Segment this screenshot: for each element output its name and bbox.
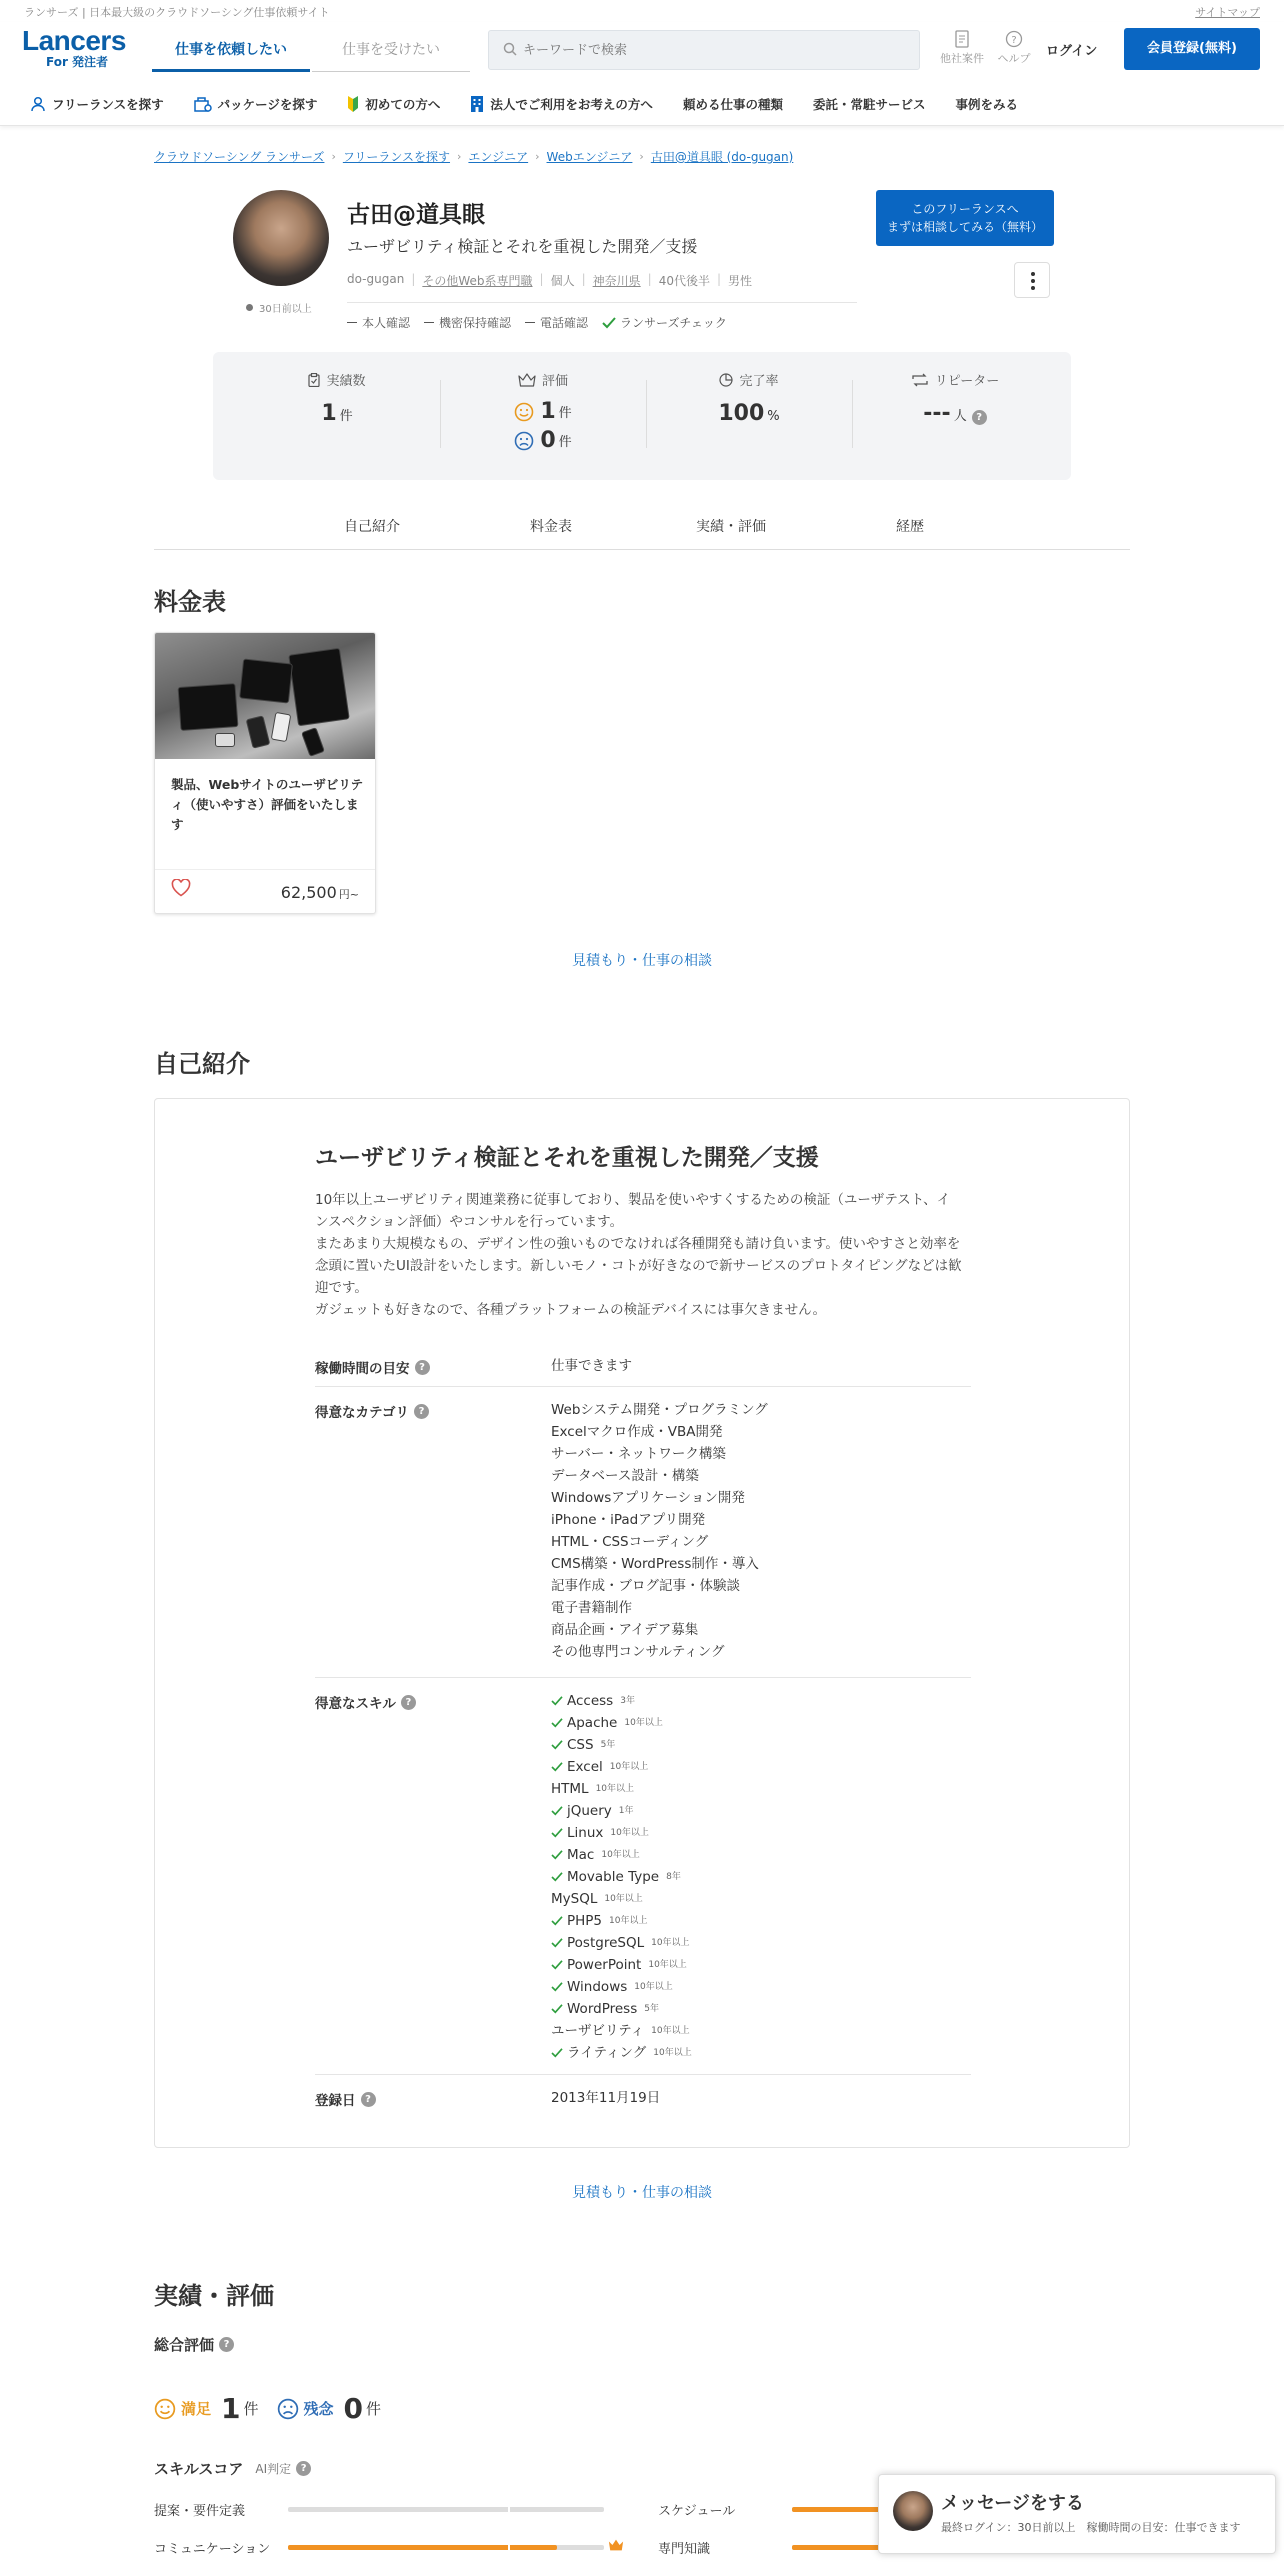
skill-name: ユーザビリティ xyxy=(551,2023,645,2039)
status-dot-icon xyxy=(246,304,253,311)
skill-name: Access xyxy=(567,1693,614,1709)
skill-item xyxy=(551,1932,692,1954)
skill-item xyxy=(551,1712,692,1734)
list-item[interactable]: その他専門コンサルティング xyxy=(551,1644,725,1660)
overall-rating-label: 総合評価 ? xyxy=(154,2334,234,2355)
message-subtext: 最終ログイン：30日前以上 稼働時間の目安：仕事できます xyxy=(941,2521,1241,2534)
age: 40代後半 xyxy=(658,274,710,288)
checkmark-icon xyxy=(602,317,616,329)
list-item[interactable]: Webシステム開発・プログラミング xyxy=(551,1402,768,1418)
search-box[interactable] xyxy=(488,30,920,70)
registered-date: 2013年11月19日 xyxy=(551,2090,661,2106)
global-nav xyxy=(30,88,1048,120)
list-item[interactable]: 電子書籍制作 xyxy=(551,1600,632,1616)
breadcrumb xyxy=(154,148,793,165)
chevron-right-icon: › xyxy=(535,150,540,163)
checkmark-icon xyxy=(551,1828,563,1838)
help-icon[interactable]: ? xyxy=(361,2092,376,2107)
package-image xyxy=(155,633,376,759)
breadcrumb-item[interactable]: Webエンジニア xyxy=(546,150,633,164)
skill-years: 10年以上 xyxy=(634,1982,673,1992)
help-icon[interactable]: ? xyxy=(219,2337,234,2352)
chevron-right-icon: › xyxy=(639,150,644,163)
skill-item xyxy=(551,1844,692,1866)
package-card[interactable] xyxy=(154,632,376,914)
top-strip xyxy=(0,0,1284,22)
list-item[interactable]: Excelマクロ作成・VBA開発 xyxy=(551,1424,723,1440)
help-icon[interactable]: ? xyxy=(972,410,987,425)
checkmark-icon xyxy=(551,1718,563,1728)
score-label: 提案・要件定義 xyxy=(154,2504,246,2519)
pie-chart-icon xyxy=(719,373,733,387)
checkmark-icon xyxy=(551,2048,563,2058)
nav-find-package[interactable]: パッケージを探す xyxy=(194,88,318,120)
repeat-icon xyxy=(911,373,929,387)
checkmark-icon xyxy=(551,1696,563,1706)
search-input[interactable] xyxy=(523,31,903,69)
message-widget[interactable] xyxy=(878,2474,1276,2554)
regret-count: 0 xyxy=(343,2392,364,2425)
person-icon xyxy=(30,96,46,112)
skill-item xyxy=(551,1954,692,1976)
last-login-status: 30日前以上 xyxy=(246,300,312,315)
stats-panel xyxy=(213,352,1071,480)
skill-years: 3年 xyxy=(620,1696,635,1706)
profile-catchphrase: ユーザビリティ検証とそれを重視した開発／支援 xyxy=(347,237,698,256)
avatar xyxy=(233,190,329,286)
checkmark-icon xyxy=(551,2004,563,2014)
stat-achievements: 実績数 1 件 xyxy=(235,370,439,426)
skill-years: 10年以上 xyxy=(610,1828,649,1838)
categories-row: 得意なカテゴリ ? Webシステム開発・プログラミング Excelマクロ作成・VBA開発 サーバー・ネットワーク構築 データベース設計・構築 Windowsアプリケーション開発 iPhone・iPadアプリ開発 HTML・CSSコーディング CMS構築・WordPress制作・導入 記事作成・ブログ記事・体験談 電子書籍制作 商品企画・アイデア募集 その他専門コンサルティング xyxy=(315,1386,971,1676)
divider xyxy=(155,869,376,870)
skill-years: 10年以上 xyxy=(601,1850,640,1860)
skill-name: WordPress xyxy=(567,2001,638,2017)
skill-years: 5年 xyxy=(600,1740,616,1750)
lancers-check: ランサーズチェック xyxy=(602,314,727,331)
skill-item xyxy=(551,1888,692,1910)
skill-item xyxy=(551,1690,692,1712)
help-icon[interactable]: ? xyxy=(296,2461,311,2476)
profile-name: 古田@道具眼 xyxy=(347,202,485,228)
site-tagline: ランサーズ | 日本最大級のクラウドソーシング仕事依頼サイト xyxy=(24,6,330,19)
achievements-value: 1 xyxy=(321,401,337,426)
chevron-right-icon: › xyxy=(457,150,462,163)
repeaters-value: --- xyxy=(923,401,951,426)
skill-item xyxy=(551,1800,692,1822)
building-icon xyxy=(470,96,484,112)
breadcrumb-item[interactable]: 古田@道具眼 (do-gugan) xyxy=(650,150,794,164)
tab-freelancer[interactable]: 仕事を受けたい xyxy=(312,36,470,72)
stat-repeaters: リピーター --- 人 ? xyxy=(853,370,1057,426)
site-header xyxy=(0,22,1284,126)
skill-years: 10年以上 xyxy=(609,1916,648,1926)
reviews-section-title: 実績・評価 xyxy=(154,2282,274,2310)
avatar xyxy=(893,2491,933,2531)
list-item[interactable]: 記事作成・ブログ記事・体験談 xyxy=(551,1578,740,1594)
register-button[interactable]: 会員登録(無料) xyxy=(1124,28,1260,70)
skill-name: Movable Type xyxy=(567,1869,660,1885)
sad-face-icon xyxy=(514,431,534,451)
profile-meta: do-gugan | その他Web系専門職 | 個人 | 神奈川県 | 40代後半 | 男性 xyxy=(347,272,753,288)
intro-body: 10年以上ユーザビリティ関連業務に従事しており、製品を使いやすくするための検証（ユーザテスト、インスペクション評価）やコンサルを行っています。 またあまり大規模なもの、デザイン性の強いものでなければ各種開発も請け負います。使いやすさと効率を念頭に置いたUI設計をいたします。新しいモノ・コトが好きなので新サービスのプロトタイピングなどは歓迎です。 ガジェットも好きなので、各種プラットフォームの検証デバイスには事欠きません。 xyxy=(315,1192,962,1318)
help-link[interactable] xyxy=(986,30,1042,66)
work-time-value: 仕事できます xyxy=(551,1358,632,1374)
skill-item xyxy=(551,1866,692,1888)
list-item[interactable]: データベース設計・構築 xyxy=(551,1468,699,1484)
package-title: 製品、Webサイトのユーザビリティ（使いやすさ）評価をいたします xyxy=(171,777,364,832)
list-item[interactable]: iPhone・iPadアプリ開発 xyxy=(551,1512,706,1528)
checkmark-icon xyxy=(551,1982,563,1992)
skill-name: Windows xyxy=(567,1979,628,1995)
intro-heading: ユーザビリティ検証とそれを重視した開発／支援 xyxy=(315,1145,819,1171)
satisfied-label: 満足 xyxy=(181,2400,212,2418)
category-link[interactable]: その他Web系専門職 xyxy=(422,274,533,288)
score-bar-communication xyxy=(288,2545,604,2550)
checkmark-icon xyxy=(551,1806,563,1816)
skill-name: Apache xyxy=(567,1715,618,1731)
skill-item xyxy=(551,2042,692,2064)
skill-item xyxy=(551,1778,692,1800)
stat-completion: 完了率 100 % xyxy=(647,370,851,426)
list-item[interactable]: CMS構築・WordPress制作・導入 xyxy=(551,1556,759,1572)
tab-intro[interactable]: 自己紹介 xyxy=(344,519,400,535)
beginner-mark-icon xyxy=(347,96,359,112)
completion-value: 100 xyxy=(718,401,765,426)
skill-years: 1年 xyxy=(618,1806,634,1816)
breadcrumb-item[interactable]: フリーランスを探す xyxy=(342,150,451,164)
skill-years: 10年以上 xyxy=(595,1784,635,1794)
skill-list xyxy=(551,1690,692,2064)
lancers-logo[interactable] xyxy=(22,26,132,70)
skill-name: PowerPoint xyxy=(567,1957,642,1973)
skill-name: PHP5 xyxy=(567,1913,603,1929)
other-cases-link[interactable] xyxy=(934,30,990,66)
skill-years: 10年以上 xyxy=(651,2026,690,2036)
skill-name: ライティング xyxy=(567,2045,647,2061)
skills-row: 得意なスキル ? Access 3年 Apache 10年以上 CSS 5年 Excel 10年以上 HTML 10年以上 jQuery 1年 Linux 10年以上 Mac 10年以上 Movable Type 8年 MySQL 10年以上 PHP5 10年以上 PostgreSQL 10年以上 PowerPoint 10年以上 Windows 10年以上 WordPress 5年 ユーザビリティ 10年以上 ライティング 10年以上 xyxy=(315,1677,971,2077)
breadcrumb-item[interactable]: エンジニア xyxy=(468,150,529,164)
list-item[interactable]: サーバー・ネットワーク構築 xyxy=(551,1446,726,1462)
package-price: 62,500 円~ xyxy=(280,883,359,902)
skill-item xyxy=(551,1910,692,1932)
registered-row: 登録日 ? 2013年11月19日 xyxy=(315,2074,971,2075)
more-menu-button[interactable] xyxy=(1014,262,1050,298)
skill-name: Excel xyxy=(567,1759,603,1775)
checkmark-icon xyxy=(551,1872,563,1882)
skill-years: 10年以上 xyxy=(609,1762,649,1772)
tab-career[interactable]: 経歴 xyxy=(896,519,924,535)
dash-icon xyxy=(424,322,434,323)
bad-rating-value: 0 xyxy=(540,428,556,453)
chevron-right-icon: › xyxy=(331,150,336,163)
nav-case-studies[interactable]: 事例をみる xyxy=(955,97,1018,112)
nav-find-freelancer[interactable]: フリーランスを探す xyxy=(30,88,164,120)
nav-corporate[interactable]: 法人でご利用をお考えの方へ xyxy=(470,88,653,120)
skill-name: Mac xyxy=(567,1847,595,1863)
smile-face-icon xyxy=(154,2398,176,2420)
consult-link[interactable]: 見積もり・仕事の相談 xyxy=(572,953,712,969)
skill-years: 5年 xyxy=(644,2004,659,2014)
good-rating-value: 1 xyxy=(540,399,556,424)
dash-icon xyxy=(525,322,535,323)
nda-check: 機密保持確認 xyxy=(424,314,511,331)
crown-icon xyxy=(518,373,536,387)
help-icon[interactable]: ? xyxy=(415,1360,430,1375)
skill-years: 10年以上 xyxy=(653,2048,692,2058)
skill-name: PostgreSQL xyxy=(567,1935,645,1951)
rating-summary: 満足 1 件 残念 0 件 xyxy=(154,2392,399,2425)
category-list xyxy=(551,1399,768,1663)
list-item[interactable]: 商品企画・アイデア募集 xyxy=(551,1622,699,1638)
score-label: スケジュール xyxy=(658,2504,736,2519)
satisfied-count: 1 xyxy=(221,2392,241,2425)
checkmark-icon xyxy=(551,1762,563,1772)
logo-sub: For 発注者 xyxy=(46,55,109,69)
skill-name: CSS xyxy=(567,1737,594,1753)
heart-icon[interactable] xyxy=(171,879,191,897)
skill-name: MySQL xyxy=(551,1891,598,1907)
profile-tabs xyxy=(154,510,1130,550)
checkmark-icon xyxy=(551,1938,563,1948)
score-label: コミュニケーション xyxy=(154,2542,271,2557)
svg-text:?: ? xyxy=(1011,35,1017,46)
sad-face-icon xyxy=(277,2398,299,2420)
help-icon[interactable]: ? xyxy=(401,1695,416,1710)
other-cases-label: 他社案件 xyxy=(940,52,984,65)
nav-beginners[interactable]: 初めての方へ xyxy=(347,88,440,120)
search-icon xyxy=(503,42,517,56)
skill-item xyxy=(551,1976,692,1998)
skill-name: HTML xyxy=(551,1781,589,1797)
gender: 男性 xyxy=(728,274,753,288)
user-id: do-gugan xyxy=(347,272,405,286)
consult-button[interactable]: このフリーランスへ まずは相談してみる（無料） xyxy=(876,190,1054,246)
divider xyxy=(347,302,857,303)
login-link[interactable]: ログイン xyxy=(1046,44,1098,59)
skill-years: 8年 xyxy=(666,1872,681,1882)
skill-item xyxy=(551,1734,692,1756)
nav-outsourcing[interactable]: 委託・常駐サービス xyxy=(812,97,926,112)
list-item[interactable]: HTML・CSSコーディング xyxy=(551,1534,709,1550)
nav-job-types[interactable]: 頼める仕事の種類 xyxy=(682,97,783,112)
identity-check: 本人確認 xyxy=(347,314,410,331)
skill-item xyxy=(551,1822,692,1844)
sitemap-link[interactable]: サイトマップ xyxy=(1195,6,1260,19)
score-bar-proposal xyxy=(288,2507,604,2512)
clipboard-icon xyxy=(308,373,320,387)
pricing-section-title: 料金表 xyxy=(154,588,226,616)
tab-client[interactable]: 仕事を依頼したい xyxy=(152,36,310,72)
checkmark-icon xyxy=(551,1960,563,1970)
checkmark-icon xyxy=(551,1850,563,1860)
breadcrumb-item[interactable]: クラウドソーシング ランサーズ xyxy=(154,150,325,164)
package-icon xyxy=(194,96,212,112)
skill-years: 10年以上 xyxy=(648,1960,687,1970)
skill-name: jQuery xyxy=(567,1803,612,1819)
stat-rating: 評価 1 件 0 件 xyxy=(441,370,645,453)
location-link[interactable]: 神奈川県 xyxy=(592,274,641,288)
skill-years: 10年以上 xyxy=(604,1894,643,1904)
intro-card: ユーザビリティ検証とそれを重視した開発／支援 10年以上ユーザビリティ関連業務に従事しており、製品を使いやすくするための検証（ユーザテスト、インスペクション評価）やコンサルを行っています。 またあまり大規模なもの、デザイン性の強いものでなければ各種開発も請け負います。使いやすさと効率を念頭に置いたUI設計をいたします。新しいモノ・コトが好きなので新サービスのプロトタイピングなどは歓迎です。 ガジェットも好きなので、各種プラットフォームの検証デバイスには事欠きません。 稼働時間の目安 ? 仕事できます 得意なカテゴリ ? Webシステム開発・プログラミング Excelマクロ作成・VBA開発 サーバー・ネットワーク構築 データベース設計・構築 Windowsアプリケーション開発 iPhone・iPadアプリ開発 HTML・CSSコーディング CMS構築・WordPress制作・導入 記事作成・ブログ記事・体験談 電子書籍制作 商品企画・アイデア募集 その他専門コンサルティング 得意なスキル ? Access 3年 Apache 10年以上 CSS 5年 Excel 10年以上 HTML 10年以上 jQuery 1年 Linux 10年以上 Mac 10年以上 Movable Type 8年 MySQL 10年以上 PHP5 10年以上 PostgreSQL 10年以上 PowerPoint 10年以上 Windows 10年以上 WordPress 5年 ユーザビリティ 10年以上 ライティング 10年以上 登録日 ? 2013年11月19日 xyxy=(154,1098,1130,2148)
score-label: 専門知識 xyxy=(658,2542,711,2557)
skill-years: 10年以上 xyxy=(651,1938,690,1948)
skill-name: Linux xyxy=(567,1825,604,1841)
checkmark-icon xyxy=(551,1740,563,1750)
crown-icon xyxy=(608,2538,624,2552)
regret-label: 残念 xyxy=(303,2400,334,2418)
tab-reviews[interactable]: 実績・評価 xyxy=(696,519,766,535)
account-type: 個人 xyxy=(550,274,575,288)
skill-item xyxy=(551,1998,692,2020)
skill-score-title: スキルスコア AI判定 ? xyxy=(154,2458,311,2479)
verification-list xyxy=(347,314,741,331)
skill-years: 10年以上 xyxy=(624,1718,663,1728)
question-icon xyxy=(1005,30,1023,48)
dash-icon xyxy=(347,322,357,323)
message-title: メッセージをする xyxy=(941,2493,1084,2514)
skill-item xyxy=(551,2020,692,2042)
help-label: ヘルプ xyxy=(997,52,1031,65)
tab-pricing[interactable]: 料金表 xyxy=(530,519,572,535)
checkmark-icon xyxy=(551,1916,563,1926)
phone-check: 電話確認 xyxy=(525,314,588,331)
list-item[interactable]: Windowsアプリケーション開発 xyxy=(551,1490,745,1506)
intro-section-title: 自己紹介 xyxy=(154,1050,250,1078)
smile-face-icon xyxy=(514,402,534,422)
help-icon[interactable]: ? xyxy=(414,1404,429,1419)
skill-item xyxy=(551,1756,692,1778)
document-icon xyxy=(954,30,970,48)
consult-link[interactable]: 見積もり・仕事の相談 xyxy=(572,2185,712,2201)
logo-main: Lancers xyxy=(22,25,126,56)
